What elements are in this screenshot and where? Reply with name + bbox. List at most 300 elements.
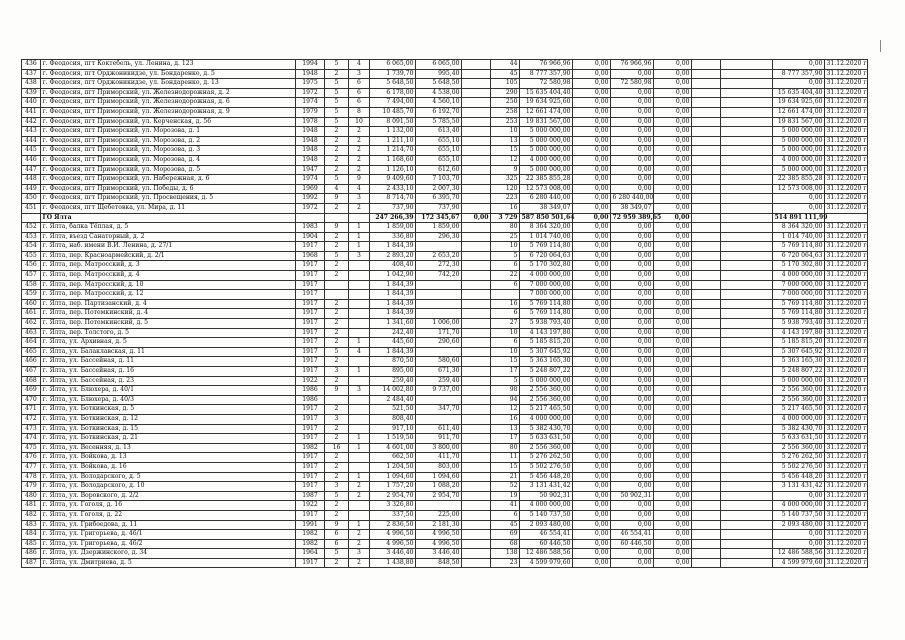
table-cell: 31.12.2020 г. — [825, 194, 868, 204]
table-cell: 1987 — [296, 491, 325, 501]
table-cell — [416, 347, 462, 357]
table-cell: 31.12.2020 г. — [825, 549, 868, 559]
table-cell: 0,00 — [611, 175, 654, 185]
table-cell — [462, 175, 491, 185]
table-cell: 2 — [349, 530, 370, 540]
table-cell: 2 — [325, 261, 349, 271]
table-cell — [692, 165, 721, 175]
table-cell: 0,00 — [654, 491, 692, 501]
table-cell: 5 — [325, 107, 349, 117]
table-cell: 0,00 — [611, 405, 654, 415]
table-cell: 0,00 — [654, 223, 692, 233]
table-cell: 31.12.2020 г. — [825, 107, 868, 117]
table-cell: 0,00 — [773, 194, 825, 204]
table-cell: 4 599 979,60 — [520, 558, 573, 568]
table-cell: 476 — [22, 453, 41, 463]
table-cell: 5 000 000,00 — [773, 376, 825, 386]
table-cell: 25 — [491, 232, 520, 242]
table-cell: 470 — [22, 395, 41, 405]
table-cell: 31.12.2020 г. — [825, 175, 868, 185]
table-cell: 482 — [22, 510, 41, 520]
table-cell — [325, 290, 349, 300]
table-cell — [22, 213, 41, 223]
table-cell: 1982 — [296, 443, 325, 453]
table-cell: 296,30 — [416, 232, 462, 242]
table-cell: 612,60 — [416, 165, 462, 175]
table-cell: 0,00 — [773, 60, 825, 70]
table-cell: 4 000 000,00 — [520, 501, 573, 511]
table-cell: 6 — [325, 539, 349, 549]
table-row — [22, 510, 868, 520]
table-cell: 31.12.2020 г. — [825, 347, 868, 357]
table-cell: 9 — [325, 223, 349, 233]
table-cell: 450 — [22, 194, 41, 204]
table-cell: 1 844,39 — [370, 347, 416, 357]
table-cell: 455 — [22, 251, 41, 261]
table-cell: 0,00 — [573, 203, 611, 213]
table-row — [22, 558, 868, 568]
table-cell: 0,00 — [611, 338, 654, 348]
table-cell: 0,00 — [611, 501, 654, 511]
table-cell — [692, 107, 721, 117]
table-row — [22, 414, 868, 424]
table-cell — [462, 165, 491, 175]
table-cell: г. Ялта, ул. Боткинская, д. 21 — [41, 434, 296, 444]
table-cell: 0,00 — [573, 213, 611, 223]
table-cell: 0,00 — [573, 79, 611, 89]
table-cell: 2 007,30 — [416, 184, 462, 194]
table-cell: 0,00 — [654, 79, 692, 89]
table-row — [22, 338, 868, 348]
table-cell: 1917 — [296, 434, 325, 444]
table-cell: 2 — [349, 558, 370, 568]
table-cell: 9 — [349, 175, 370, 185]
table-cell: 0,00 — [462, 213, 491, 223]
table-cell — [721, 271, 773, 281]
table-cell: 72 580,98 — [611, 79, 654, 89]
table-row — [22, 136, 868, 146]
table-cell — [721, 88, 773, 98]
table-cell: 0,00 — [611, 549, 654, 559]
table-cell: 0,00 — [654, 127, 692, 137]
table-cell: 7 103,70 — [416, 175, 462, 185]
table-cell: 15 635 404,40 — [773, 88, 825, 98]
table-cell: 0,00 — [654, 232, 692, 242]
table-cell: 0,00 — [654, 434, 692, 444]
table-row — [22, 299, 868, 309]
table-cell — [721, 309, 773, 319]
table-cell — [721, 367, 773, 377]
table-cell — [349, 299, 370, 309]
table-cell: 5 140 737,50 — [520, 510, 573, 520]
table-cell: г. Ялта, ул. Боткинская, д. 12 — [41, 414, 296, 424]
housing-register-table — [21, 59, 868, 568]
table-cell: 2 — [325, 146, 349, 156]
table-cell: 0,00 — [654, 213, 692, 223]
table-row — [22, 155, 868, 165]
table-cell — [692, 395, 721, 405]
table-row — [22, 501, 868, 511]
table-cell: 250 — [491, 98, 520, 108]
table-cell: 31.12.2020 г. — [825, 491, 868, 501]
table-cell: 12 573 008,00 — [520, 184, 573, 194]
table-cell: 46 554,41 — [520, 530, 573, 540]
table-cell: 15 — [491, 357, 520, 367]
table-cell — [721, 107, 773, 117]
table-cell: 0,00 — [573, 357, 611, 367]
table-cell: 1 — [349, 338, 370, 348]
table-cell: 46 554,41 — [611, 530, 654, 540]
table-cell: 6 — [349, 88, 370, 98]
table-cell: 0,00 — [654, 309, 692, 319]
table-cell: 5 382 430,70 — [520, 424, 573, 434]
table-cell: 7 494,00 — [370, 98, 416, 108]
table-cell: 2 — [325, 232, 349, 242]
table-cell: 5 248 807,22 — [773, 367, 825, 377]
table-cell: 19 634 925,60 — [773, 98, 825, 108]
table-cell: г. Феодосия, пгт Приморский, ул. Железнодорожная, д. 2 — [41, 88, 296, 98]
table-cell: 1 844,39 — [370, 290, 416, 300]
table-cell: 0,00 — [654, 367, 692, 377]
table-cell: 0,00 — [573, 194, 611, 204]
table-cell: 1917 — [296, 242, 325, 252]
table-cell: 0,00 — [611, 376, 654, 386]
table-row — [22, 328, 868, 338]
table-cell: 0,00 — [654, 386, 692, 396]
table-cell — [462, 347, 491, 357]
table-cell: 31.12.2020 г. — [825, 434, 868, 444]
table-cell — [721, 213, 773, 223]
table-cell — [462, 549, 491, 559]
table-cell: 0,00 — [611, 558, 654, 568]
table-cell: 0,00 — [573, 299, 611, 309]
table-cell — [462, 155, 491, 165]
table-row — [22, 539, 868, 549]
table-cell: 1 — [349, 443, 370, 453]
table-cell: 1917 — [296, 462, 325, 472]
table-cell: 514 891 111,99 — [773, 213, 825, 223]
table-cell — [349, 290, 370, 300]
table-row — [22, 79, 868, 89]
table-cell: 10 — [491, 127, 520, 137]
table-cell: 0,00 — [654, 539, 692, 549]
table-cell — [721, 155, 773, 165]
table-row — [22, 88, 868, 98]
table-cell: 1948 — [296, 136, 325, 146]
table-cell: 1917 — [296, 482, 325, 492]
table-cell: 1917 — [296, 472, 325, 482]
table-cell — [325, 213, 349, 223]
table-cell: 6 065,00 — [416, 60, 462, 70]
table-cell: 2 — [325, 338, 349, 348]
table-cell: 4 538,00 — [416, 88, 462, 98]
table-cell: 80 — [491, 223, 520, 233]
table-cell — [462, 60, 491, 70]
table-row — [22, 232, 868, 242]
table-cell — [325, 280, 349, 290]
table-cell: 5 938 793,40 — [520, 319, 573, 329]
table-cell: 31.12.2020 г. — [825, 290, 868, 300]
table-cell: 0,00 — [611, 386, 654, 396]
table-cell: 15 — [491, 146, 520, 156]
table-cell: 468 — [22, 376, 41, 386]
table-cell: г. Феодосия, пгт Приморский, ул. Морозова, д. 1 — [41, 127, 296, 137]
table-cell: 2 — [349, 539, 370, 549]
table-cell — [721, 261, 773, 271]
table-cell: 5 769 114,80 — [773, 309, 825, 319]
table-cell: 0,00 — [611, 184, 654, 194]
table-cell: г. Ялта, ул. Воровского, д. 2/2 — [41, 491, 296, 501]
table-cell: 2 — [325, 165, 349, 175]
table-cell — [462, 414, 491, 424]
table-cell: 6 — [349, 79, 370, 89]
table-cell: 2 — [325, 242, 349, 252]
table-cell: 5 276 262,50 — [773, 453, 825, 463]
table-cell — [692, 98, 721, 108]
table-cell: 0,00 — [573, 549, 611, 559]
table-cell: 0,00 — [573, 558, 611, 568]
table-cell: 442 — [22, 117, 41, 127]
table-cell: 31.12.2020 г. — [825, 414, 868, 424]
table-cell: г. Феодосия, пгт Приморский, ул. Железнодорожная, д. 9 — [41, 107, 296, 117]
table-cell — [349, 357, 370, 367]
table-cell: 3 131 431,42 — [520, 482, 573, 492]
table-cell: 1917 — [296, 357, 325, 367]
table-cell: г. Ялта, ул. Блюхера, д. 40/3 — [41, 395, 296, 405]
table-cell: 1 211,10 — [370, 136, 416, 146]
table-cell: 5 363 165,30 — [773, 357, 825, 367]
table-cell: 408,40 — [370, 261, 416, 271]
table-cell: 1 — [349, 232, 370, 242]
table-cell: 486 — [22, 549, 41, 559]
table-cell — [416, 309, 462, 319]
table-cell: 2 — [349, 136, 370, 146]
table-cell: 31.12.2020 г. — [825, 60, 868, 70]
table-cell: 580,60 — [416, 357, 462, 367]
table-row — [22, 184, 868, 194]
table-cell: 0,00 — [611, 328, 654, 338]
table-cell: 0,00 — [611, 290, 654, 300]
table-cell: 475 — [22, 443, 41, 453]
table-cell: 8 364 320,00 — [773, 223, 825, 233]
table-cell: г. Ялта, пер. Матросский, д. 3 — [41, 261, 296, 271]
table-row — [22, 60, 868, 70]
table-cell: 454 — [22, 242, 41, 252]
table-cell: г. Ялта, ул. Архивная, д. 5 — [41, 338, 296, 348]
table-cell: 3 131 431,42 — [773, 482, 825, 492]
table-cell: 69 — [491, 530, 520, 540]
table-cell: г. Ялта, пер. Матросский, д. 10 — [41, 280, 296, 290]
table-cell: 444 — [22, 136, 41, 146]
table-cell: 5 633 631,50 — [520, 434, 573, 444]
table-cell — [692, 184, 721, 194]
table-cell: 2 — [325, 155, 349, 165]
table-cell: 23 — [491, 558, 520, 568]
table-cell: 31.12.2020 г. — [825, 520, 868, 530]
table-cell — [692, 434, 721, 444]
table-cell: 5 000 000,00 — [520, 136, 573, 146]
table-row — [22, 376, 868, 386]
table-row — [22, 146, 868, 156]
table-cell: 0,00 — [654, 453, 692, 463]
table-cell: 1 844,39 — [370, 299, 416, 309]
table-cell — [462, 539, 491, 549]
table-row — [22, 405, 868, 415]
table-cell: 521,50 — [370, 405, 416, 415]
table-cell: 2 484,40 — [370, 395, 416, 405]
table-cell — [462, 510, 491, 520]
table-cell: 10 485,70 — [370, 107, 416, 117]
table-cell: 31.12.2020 г. — [825, 203, 868, 213]
table-cell: 4 — [325, 184, 349, 194]
table-cell: 3 — [349, 194, 370, 204]
table-row — [22, 482, 868, 492]
table-cell — [721, 520, 773, 530]
table-cell: г. Ялта, пер. Матросский, д. 12 — [41, 290, 296, 300]
table-cell: 16 — [325, 443, 349, 453]
table-cell: 60 446,50 — [611, 539, 654, 549]
table-cell: 2 — [325, 462, 349, 472]
table-cell: 45 — [491, 520, 520, 530]
table-cell: г. Ялта, ул. Блюхера, д. 40/1 — [41, 386, 296, 396]
table-cell — [462, 501, 491, 511]
table-cell: 31.12.2020 г. — [825, 424, 868, 434]
table-cell: 2 836,50 — [370, 520, 416, 530]
table-cell — [692, 520, 721, 530]
table-cell: 5 000 000,00 — [773, 136, 825, 146]
table-row — [22, 347, 868, 357]
table-cell — [349, 453, 370, 463]
table-cell — [721, 251, 773, 261]
table-cell — [692, 491, 721, 501]
table-row — [22, 462, 868, 472]
table-cell — [692, 299, 721, 309]
table-cell: 2 — [325, 558, 349, 568]
table-cell: 0,00 — [654, 280, 692, 290]
table-cell — [462, 223, 491, 233]
table-cell: 1917 — [296, 280, 325, 290]
table-row — [22, 69, 868, 79]
table-cell — [692, 482, 721, 492]
table-cell: 917,10 — [370, 424, 416, 434]
table-cell — [416, 414, 462, 424]
table-cell: 0,00 — [654, 165, 692, 175]
table-cell: 463 — [22, 328, 41, 338]
table-cell — [462, 405, 491, 415]
table-cell — [349, 319, 370, 329]
table-cell: 12 — [491, 405, 520, 415]
table-cell: 655,10 — [416, 146, 462, 156]
table-cell — [692, 251, 721, 261]
table-row — [22, 424, 868, 434]
table-cell: 0,00 — [573, 491, 611, 501]
table-cell: 2 — [349, 146, 370, 156]
table-cell: 0,00 — [611, 309, 654, 319]
table-cell: 31.12.2020 г. — [825, 88, 868, 98]
table-cell: 461 — [22, 309, 41, 319]
table-cell: 2 — [349, 155, 370, 165]
table-cell — [692, 443, 721, 453]
table-cell: 6 178,00 — [370, 88, 416, 98]
table-cell: 6 065,00 — [370, 60, 416, 70]
table-cell: 0,00 — [654, 194, 692, 204]
table-cell: 3 — [325, 367, 349, 377]
table-cell: 5 217 465,50 — [773, 405, 825, 415]
table-cell — [462, 424, 491, 434]
table-cell: 0,00 — [654, 530, 692, 540]
table-cell: 1974 — [296, 98, 325, 108]
table-cell — [462, 146, 491, 156]
table-cell — [462, 309, 491, 319]
table-cell: 8 091,50 — [370, 117, 416, 127]
table-cell: 1969 — [296, 184, 325, 194]
table-cell: 0,00 — [654, 175, 692, 185]
table-cell: 31.12.2020 г. — [825, 146, 868, 156]
table-cell: 0,00 — [611, 424, 654, 434]
table-cell: 0,00 — [611, 261, 654, 271]
table-cell: 0,00 — [654, 88, 692, 98]
table-cell: 0,00 — [573, 271, 611, 281]
table-cell: 5 307 645,92 — [520, 347, 573, 357]
table-cell: 12 486 588,56 — [520, 549, 573, 559]
table-cell: 478 — [22, 472, 41, 482]
table-cell: 2 093 480,00 — [520, 520, 573, 530]
table-cell — [462, 69, 491, 79]
table-cell: 1 859,00 — [416, 223, 462, 233]
table-cell: 2 — [325, 472, 349, 482]
table-cell: 464 — [22, 338, 41, 348]
table-cell — [692, 79, 721, 89]
table-cell: 1917 — [296, 261, 325, 271]
table-cell: 2 556 360,00 — [520, 386, 573, 396]
table-cell: 848,50 — [416, 558, 462, 568]
table-cell: 10 — [491, 347, 520, 357]
table-cell: 445 — [22, 146, 41, 156]
table-cell: 9 — [325, 386, 349, 396]
table-cell: 5 000 000,00 — [520, 127, 573, 137]
table-cell: 6 — [325, 530, 349, 540]
table-cell: 6 720 064,63 — [520, 251, 573, 261]
table-cell — [721, 472, 773, 482]
table-row — [22, 549, 868, 559]
table-cell: 10 — [491, 242, 520, 252]
table-cell: 0,00 — [573, 510, 611, 520]
table-cell: 4 000 000,00 — [520, 271, 573, 281]
table-cell: 2 556 360,00 — [520, 395, 573, 405]
table-cell: 2 — [325, 127, 349, 137]
table-cell: 1917 — [296, 424, 325, 434]
table-cell: 466 — [22, 357, 41, 367]
table-cell: 0,00 — [654, 98, 692, 108]
table-cell: 436 — [22, 60, 41, 70]
table-cell — [721, 60, 773, 70]
table-cell: 737,90 — [416, 203, 462, 213]
table-cell: 0,00 — [654, 261, 692, 271]
table-cell — [349, 510, 370, 520]
table-cell: 4 000 000,00 — [520, 155, 573, 165]
table-cell: 2 — [349, 165, 370, 175]
table-cell: 0,00 — [611, 117, 654, 127]
table-cell: 16 — [491, 414, 520, 424]
table-cell: 31.12.2020 г. — [825, 376, 868, 386]
table-cell: 5 — [325, 79, 349, 89]
table-cell: 1917 — [296, 309, 325, 319]
table-cell: 0,00 — [611, 98, 654, 108]
table-cell: 9 — [325, 520, 349, 530]
table-row — [22, 280, 868, 290]
table-cell: 5 000 000,00 — [773, 165, 825, 175]
table-cell: 2 — [325, 453, 349, 463]
